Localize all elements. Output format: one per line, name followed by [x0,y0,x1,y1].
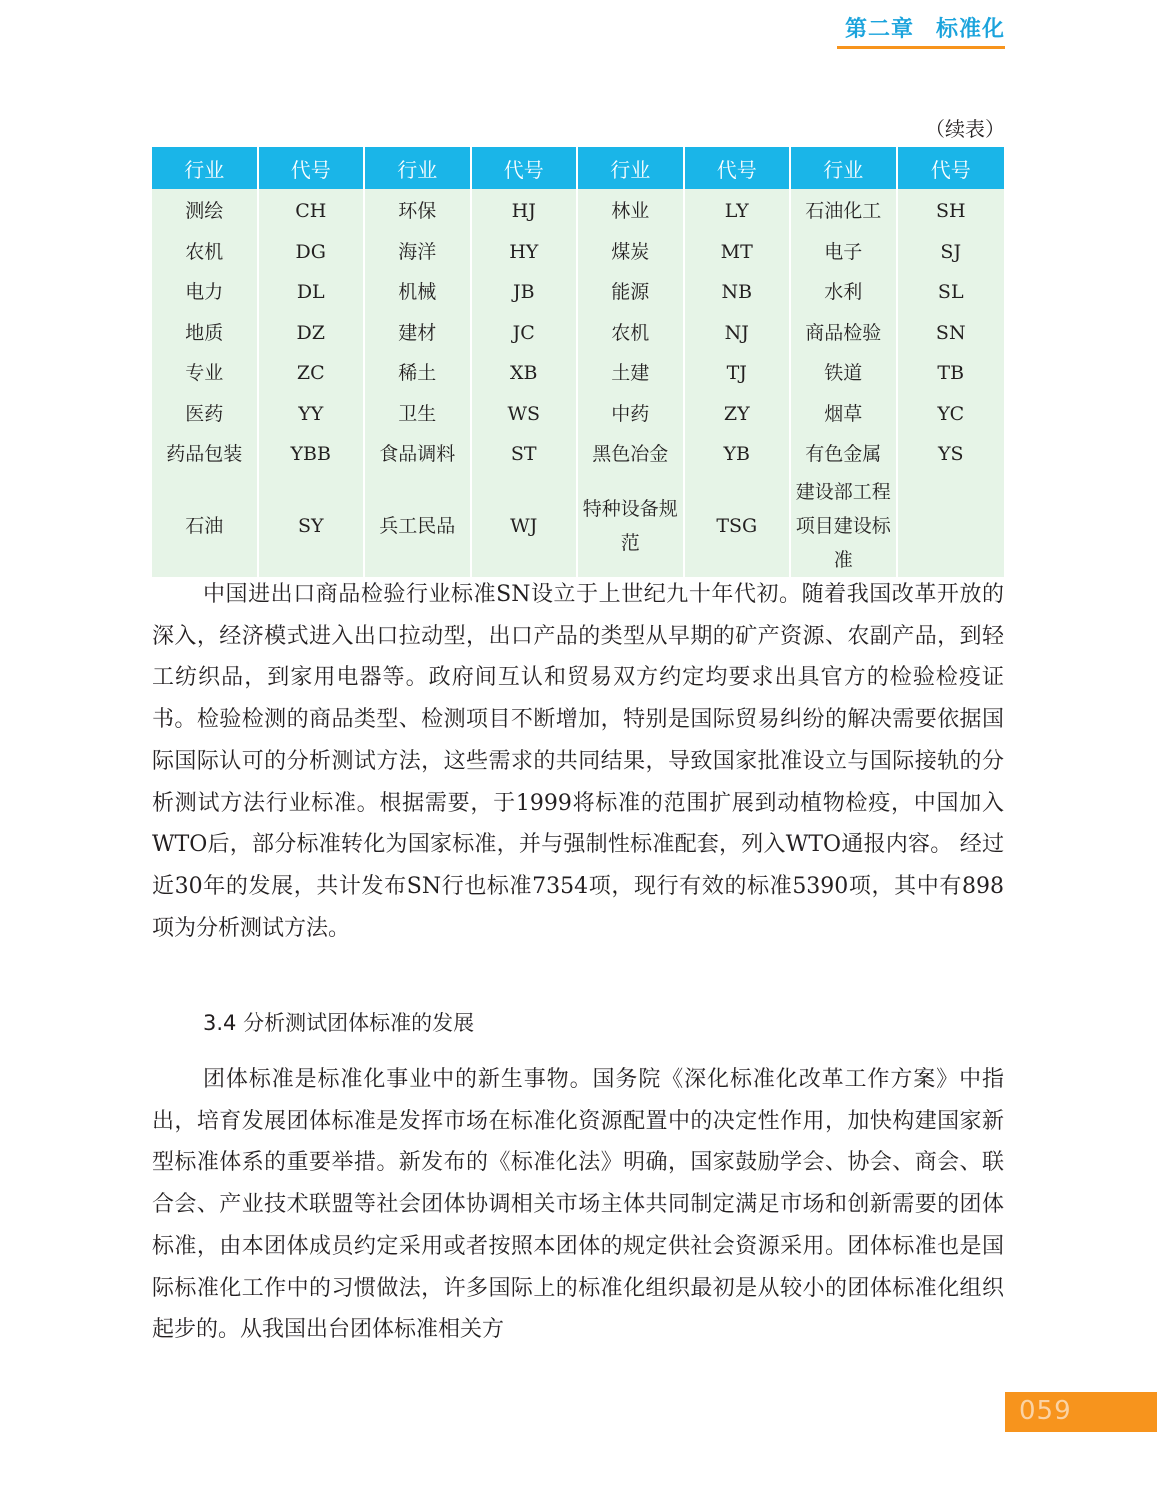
code-cell: YB [685,434,792,475]
code-cell: DG [259,232,366,273]
table-row [152,313,1004,354]
code-cell: WJ [472,475,579,577]
code-cell: HJ [472,189,579,232]
industry-code-table [152,147,1004,577]
industry-cell: 有色金属 [791,434,898,475]
code-cell: DL [259,272,366,313]
code-cell: SH [935,200,966,223]
column-header-industry: 行业 [578,147,685,189]
industry-cell: 煤炭 [578,232,685,273]
code-cell: HY [472,232,579,273]
code-cell: XB [472,353,579,394]
industry-cell: 电力 [152,272,259,313]
industry-cell: 中药 [578,394,685,435]
body-paragraph-group-standards: 团体标准是标准化事业中的新生事物。国务院《深化标准化改革工作方案》中指出，培育发展团体标准是发挥市场在标准化资源配置中的决定性作用，加快构建国家新型标准体系的重要举措。新发布的《标准化法》明确，国家鼓励学会、协会、商会、联合会、产业技术联盟等社会团体协调相关市场主体共同制定满足市场和创新需要的团体标准，由本团体成员约定采用或者按照本团体的规定供社会资源采用。团体标准也是国际标准化工作中的习惯做法，许多国际上的标准化组织最初是从较小的团体标准化组织起步的。从我国出台团体标准相关方 [152,1067,1004,1343]
industry-cell: 特种设备规范 [578,475,685,577]
table-row [152,434,1004,475]
code-cell: YBB [259,434,366,475]
industry-cell: 食品调料 [365,434,472,475]
code-cell: TSG [685,475,792,577]
industry-cell: 电子 [791,232,898,273]
industry-cell: 兵工民品 [365,475,472,577]
column-header-code: 代号 [472,147,579,189]
industry-cell: 药品包装 [152,434,259,475]
code-cell: YS [937,443,964,466]
code-cell: JC [472,313,579,354]
chapter-title: 标准化 [935,17,1005,42]
industry-cell: 专业 [152,353,259,394]
industry-cell: 烟草 [791,394,898,435]
industry-cell: 环保 [365,189,472,232]
page-number: 059 [1019,1396,1072,1426]
code-cell: ST [472,434,579,475]
code-cell: DZ [259,313,366,354]
industry-cell: 机械 [365,272,472,313]
industry-cell: 水利 [791,272,898,313]
column-header-code: 代号 [259,147,366,189]
table-row [152,353,1004,394]
section-heading: 3.4 分析测试团体标准的发展 [203,1011,475,1035]
table-row [152,189,1004,232]
industry-cell: 测绘 [152,189,259,232]
industry-cell: 能源 [578,272,685,313]
chapter-underline [837,46,1005,49]
code-cell: SL [937,281,964,304]
industry-cell: 农机 [152,232,259,273]
industry-cell: 卫生 [365,394,472,435]
column-header-code: 代号 [685,147,792,189]
industry-cell: 建设部工程项目建设标准 [791,475,898,577]
code-cell: NJ [685,313,792,354]
table-row [152,272,1004,313]
column-header-industry: 行业 [152,147,259,189]
table-header-row [152,147,1004,189]
code-cell: LY [685,189,792,232]
code-cell: NB [685,272,792,313]
code-cell: YC [937,402,965,425]
industry-cell: 石油 [152,475,259,577]
body-paragraph-sn-standards: 中国进出口商品检验行业标准SN设立于上世纪九十年代初。随着我国改革开放的深入，经济模式进入出口拉动型，出口产品的类型从早期的矿产资源、农副产品，到轻工纺织品，到家用电器等。政府间互认和贸易双方约定均要求出具官方的检验检疫证书。检验检测的商品类型、检测项目不断增加，特别是国际贸易纠纷的解决需要依据国际国际认可的分析测试方法，这些需求的共同结果，导致国家批准设立与国际接轨的分析测试方法行业标准。根据需要，于1999将标准的范围扩展到动植物检疫，中国加入WTO后，部分标准转化为国家标准，并与强制性标准配套，列入WTO通报内容。 经过近30年的发展，共计发布SN行也标准7354项，现行有效的标准5390项，其中有898项为分析测试方法。 [152,582,1004,941]
code-cell: SN [935,321,966,344]
code-cell [898,475,1005,577]
chapter-header [845,12,1005,43]
industry-cell: 黑色冶金 [578,434,685,475]
code-cell: YY [259,394,366,435]
column-header-code: 代号 [898,147,1005,189]
column-header-industry: 行业 [791,147,898,189]
industry-cell: 医药 [152,394,259,435]
code-cell: TB [937,362,965,385]
code-cell: MT [685,232,792,273]
code-cell: CH [259,189,366,232]
industry-cell: 商品检验 [791,313,898,354]
industry-cell: 石油化工 [791,189,898,232]
industry-cell: 铁道 [791,353,898,394]
industry-cell: 建材 [365,313,472,354]
table-continued-label: （续表） [925,117,1005,141]
table-row [152,475,1004,577]
code-cell: ZY [685,394,792,435]
page-number-tab [1005,1392,1157,1432]
chapter-number: 第二章 [844,17,914,42]
industry-cell: 土建 [578,353,685,394]
code-cell: ZC [259,353,366,394]
code-cell: SJ [940,240,962,263]
industry-cell: 地质 [152,313,259,354]
table-row [152,394,1004,435]
industry-cell: 林业 [578,189,685,232]
code-cell: WS [472,394,579,435]
table-row [152,232,1004,273]
industry-cell: 稀土 [365,353,472,394]
code-cell: JB [472,272,579,313]
industry-cell: 农机 [578,313,685,354]
column-header-industry: 行业 [365,147,472,189]
code-cell: SY [259,475,366,577]
code-cell: TJ [685,353,792,394]
industry-cell: 海洋 [365,232,472,273]
